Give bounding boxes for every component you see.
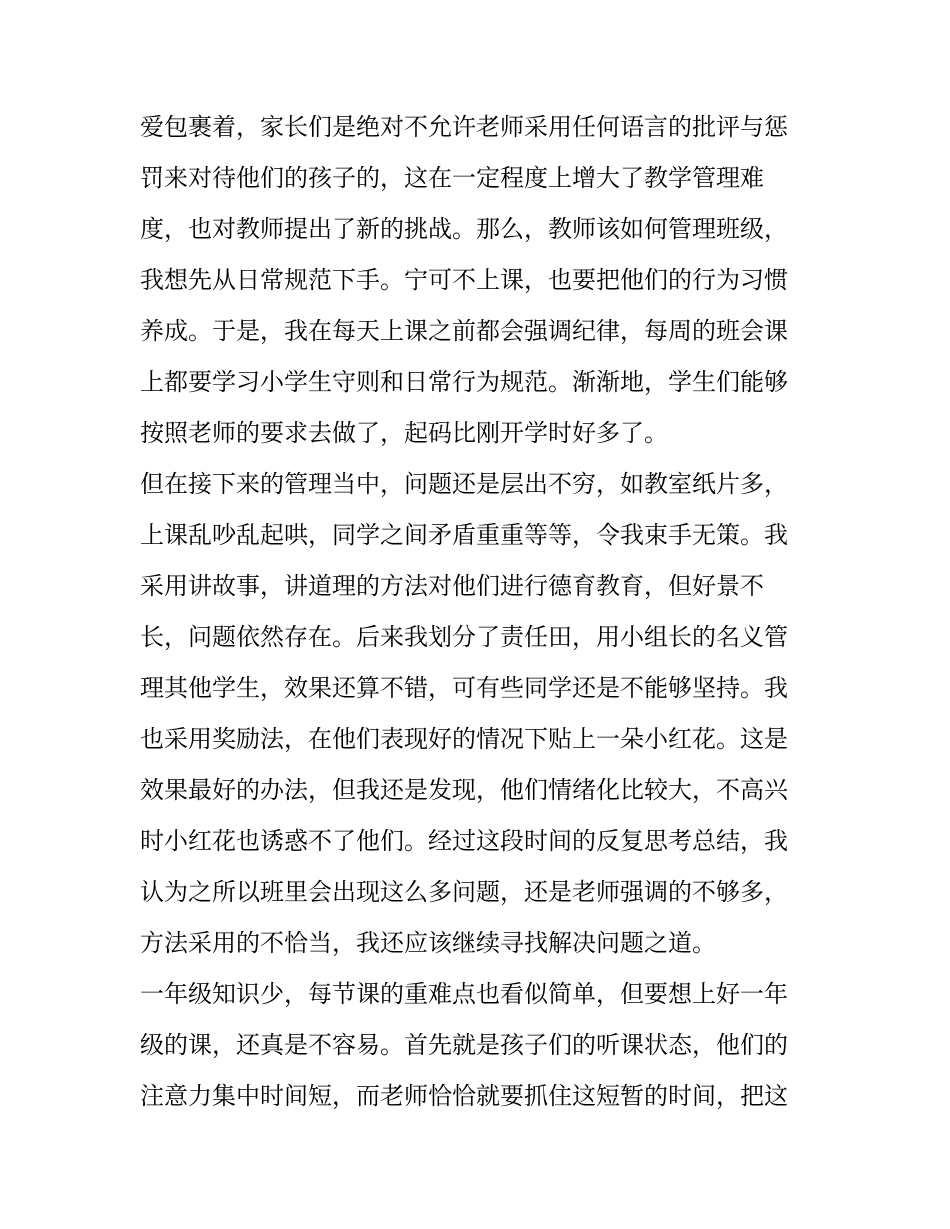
text-line-15: 时小红花也诱惑不了他们。经过这段时间的反复思考总结，我 xyxy=(140,827,788,855)
text-line-6: 上都要学习小学生守则和日常行为规范。渐渐地，学生们能够 xyxy=(140,368,788,396)
text-line-2: 罚来对待他们的孩子的，这在一定程度上增大了教学管理难 xyxy=(140,164,764,192)
text-line-18: 一年级知识少，每节课的重难点也看似简单，但要想上好一年 xyxy=(140,980,788,1008)
text-line-13: 也采用奖励法，在他们表现好的情况下贴上一朵小红花。这是 xyxy=(140,725,788,753)
text-line-7: 按照老师的要求去做了，起码比刚开学时好多了。 xyxy=(140,419,668,447)
text-line-10: 采用讲故事，讲道理的方法对他们进行德育教育，但好景不 xyxy=(140,572,764,600)
text-line-11: 长，问题依然存在。后来我划分了责任田，用小组长的名义管 xyxy=(140,623,788,651)
text-line-14: 效果最好的办法，但我还是发现，他们情绪化比较大，不高兴 xyxy=(140,776,788,804)
text-line-20: 注意力集中时间短，而老师恰恰就要抓住这短暂的时间，把这 xyxy=(140,1082,788,1110)
text-line-17: 方法采用的不恰当，我还应该继续寻找解决问题之道。 xyxy=(140,929,716,957)
text-line-8: 但在接下来的管理当中，问题还是层出不穷，如教室纸片多， xyxy=(140,470,788,498)
text-line-9: 上课乱吵乱起哄，同学之间矛盾重重等等，令我束手无策。我 xyxy=(140,521,788,549)
text-line-4: 我想先从日常规范下手。宁可不上课，也要把他们的行为习惯 xyxy=(140,266,788,294)
text-line-1: 爱包裹着，家长们是绝对不允许老师采用任何语言的批评与惩 xyxy=(140,113,788,141)
text-line-12: 理其他学生，效果还算不错，可有些同学还是不能够坚持。我 xyxy=(140,674,788,702)
text-line-3: 度，也对教师提出了新的挑战。那么，教师该如何管理班级， xyxy=(140,215,788,243)
text-line-5: 养成。于是，我在每天上课之前都会强调纪律，每周的班会课 xyxy=(140,317,788,345)
text-line-19: 级的课，还真是不容易。首先就是孩子们的听课状态，他们的 xyxy=(140,1031,788,1059)
text-line-16: 认为之所以班里会出现这么多问题，还是老师强调的不够多， xyxy=(140,878,788,906)
body-text xyxy=(140,102,812,1122)
